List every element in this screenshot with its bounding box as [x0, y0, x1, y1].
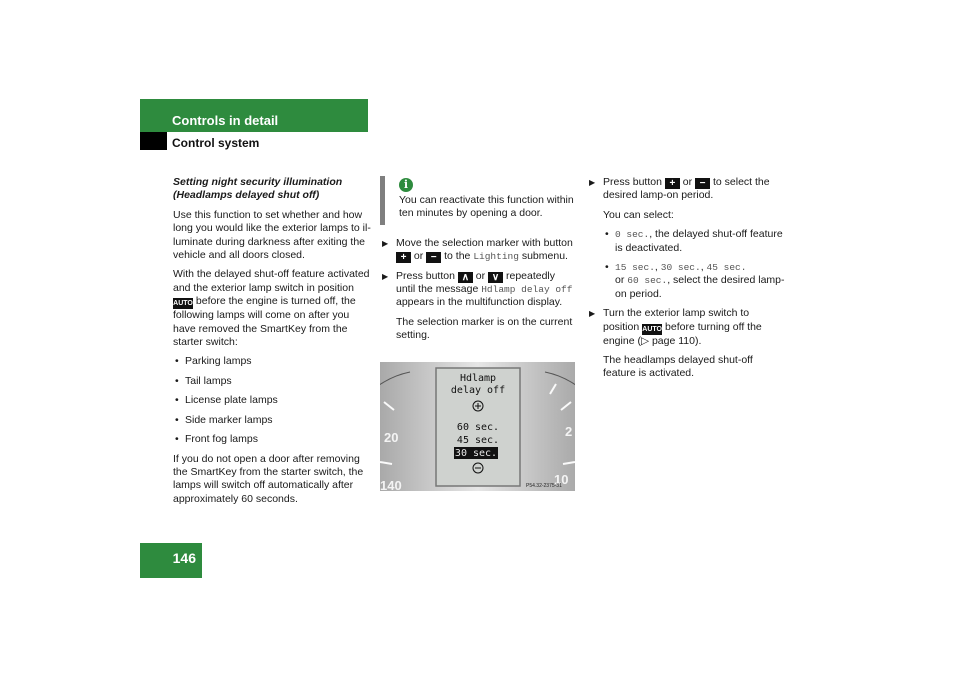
- text: or: [615, 274, 625, 287]
- text: to the: [444, 250, 471, 263]
- step-note: The headlamps delayed shut-off feature is activated.: [603, 354, 753, 380]
- text: to select the desired lamp-on period.: [603, 176, 770, 202]
- display-option-selected: 30 sec.: [454, 448, 498, 459]
- bullet-icon: •: [175, 355, 179, 368]
- section-title: Controls in detail: [172, 113, 279, 128]
- column-1: [173, 176, 371, 512]
- paragraph: Use this function to set whether and how long you would like the exterior lamps to il-luminate during darkness after exiting the vehicle and all doors closed.: [173, 208, 371, 262]
- subsection-title: Control system: [172, 136, 260, 150]
- page-number-box: [140, 543, 202, 578]
- list-item: [603, 261, 785, 301]
- text: Move the selection marker with button: [396, 236, 573, 249]
- gauge-label: 2: [565, 424, 573, 439]
- list-item: [173, 433, 371, 446]
- step-note: You can select:: [603, 208, 674, 221]
- list-item: [173, 414, 371, 427]
- gauge-label: 140: [380, 478, 402, 491]
- display-title: Hdlamp: [459, 373, 497, 384]
- text: Press button: [396, 269, 455, 282]
- column-2: [380, 176, 576, 349]
- text: ).: [694, 334, 702, 347]
- text: ,: [654, 261, 658, 274]
- info-icon: i: [399, 178, 413, 192]
- display-code: Lighting: [473, 251, 519, 263]
- page-number: 146: [172, 550, 196, 566]
- subsection-marker: [140, 132, 167, 150]
- text: Turn the exterior lamp switch to position: [603, 307, 750, 333]
- instrument-cluster-figure: [380, 362, 575, 491]
- text: Press button: [603, 176, 662, 188]
- instruction-step: [380, 237, 576, 264]
- list-item: [603, 228, 785, 255]
- display-title: delay off: [450, 385, 506, 396]
- list-item-text: Tail lamps: [185, 374, 232, 387]
- section-heading: Setting night security illumination (Headlamps delayed shut off): [173, 176, 343, 202]
- text: , select the desired lamp-on period.: [615, 274, 785, 300]
- text: With the delayed shut-off feature activated and the exterior lamp switch in position: [173, 268, 370, 294]
- plus-button-icon: +: [396, 252, 411, 263]
- step-note: The selection marker is on the current setting.: [396, 315, 573, 342]
- minus-button-icon: −: [695, 178, 710, 189]
- list-item-text: Front fog lamps: [185, 433, 258, 446]
- down-button-icon: ∨: [488, 272, 503, 283]
- display-code: 45 sec.: [706, 262, 747, 274]
- info-box: [380, 176, 576, 225]
- bullet-icon: •: [175, 394, 179, 407]
- text: submenu.: [521, 250, 568, 263]
- plus-button-icon: +: [665, 178, 680, 189]
- list-item: [173, 355, 371, 368]
- column-3: [587, 176, 785, 387]
- page-ref-arrow-icon: ▷: [640, 334, 650, 347]
- list-item: [173, 375, 371, 388]
- text: ,: [700, 261, 704, 274]
- bullet-icon: •: [605, 261, 609, 274]
- bullet-icon: •: [175, 374, 179, 387]
- display-code: 0 sec.: [615, 229, 650, 241]
- display-code: 15 sec.: [615, 262, 655, 274]
- text: , the delayed shut-off feature is deactivated.: [615, 228, 783, 254]
- option-list: [587, 228, 785, 301]
- instruction-step: [587, 307, 785, 348]
- page-reference-link[interactable]: page 110: [651, 334, 695, 347]
- list-item-text: License plate lamps: [185, 394, 278, 407]
- bullet-icon: •: [175, 433, 179, 446]
- step-arrow-icon: ▶: [589, 309, 596, 319]
- up-button-icon: ∧: [458, 272, 473, 283]
- text: repeatedly until the message: [396, 269, 556, 296]
- display-code: 30 sec.: [660, 262, 701, 274]
- info-text: You can reactivate this function within ten minutes by opening a door.: [399, 194, 574, 220]
- list-item: [173, 394, 371, 407]
- paragraph: [173, 268, 371, 349]
- instruction-step: [587, 176, 785, 203]
- list-item-text: Side marker lamps: [185, 413, 273, 426]
- text: before turning off the engine (: [603, 320, 762, 347]
- paragraph: If you do not open a door after removing the SmartKey from the starter switch, the lamps will switch off automatically after approximately 60 seconds.: [173, 452, 364, 505]
- instruction-step: [380, 270, 576, 310]
- step-arrow-icon: ▶: [382, 271, 389, 281]
- gauge-label: 20: [384, 430, 399, 445]
- auto-switch-icon: AUTO: [173, 300, 193, 308]
- text: or: [413, 250, 424, 263]
- step-arrow-icon: ▶: [589, 178, 596, 187]
- text: appears in the multifunction display.: [396, 296, 563, 309]
- display-option: 60 sec.: [456, 422, 500, 433]
- step-arrow-icon: ▶: [382, 238, 389, 248]
- text: or: [682, 176, 693, 188]
- auto-switch-icon: AUTO: [642, 325, 662, 333]
- list-item-text: Parking lamps: [185, 355, 252, 368]
- display-code: 60 sec.: [627, 275, 668, 287]
- text: or: [475, 269, 486, 282]
- bullet-icon: •: [175, 413, 179, 426]
- text: before the engine is turned off, the following lamps will come on after you have removed the SmartKey from the starter switch:: [173, 295, 356, 349]
- display-option: 45 sec.: [456, 435, 500, 446]
- minus-button-icon: −: [426, 252, 441, 263]
- figure-reference: P54.32-2375-31: [526, 483, 562, 489]
- display-code: Hdlamp delay off: [481, 284, 573, 296]
- bullet-icon: •: [605, 228, 609, 241]
- gauge-label: 10: [554, 472, 569, 487]
